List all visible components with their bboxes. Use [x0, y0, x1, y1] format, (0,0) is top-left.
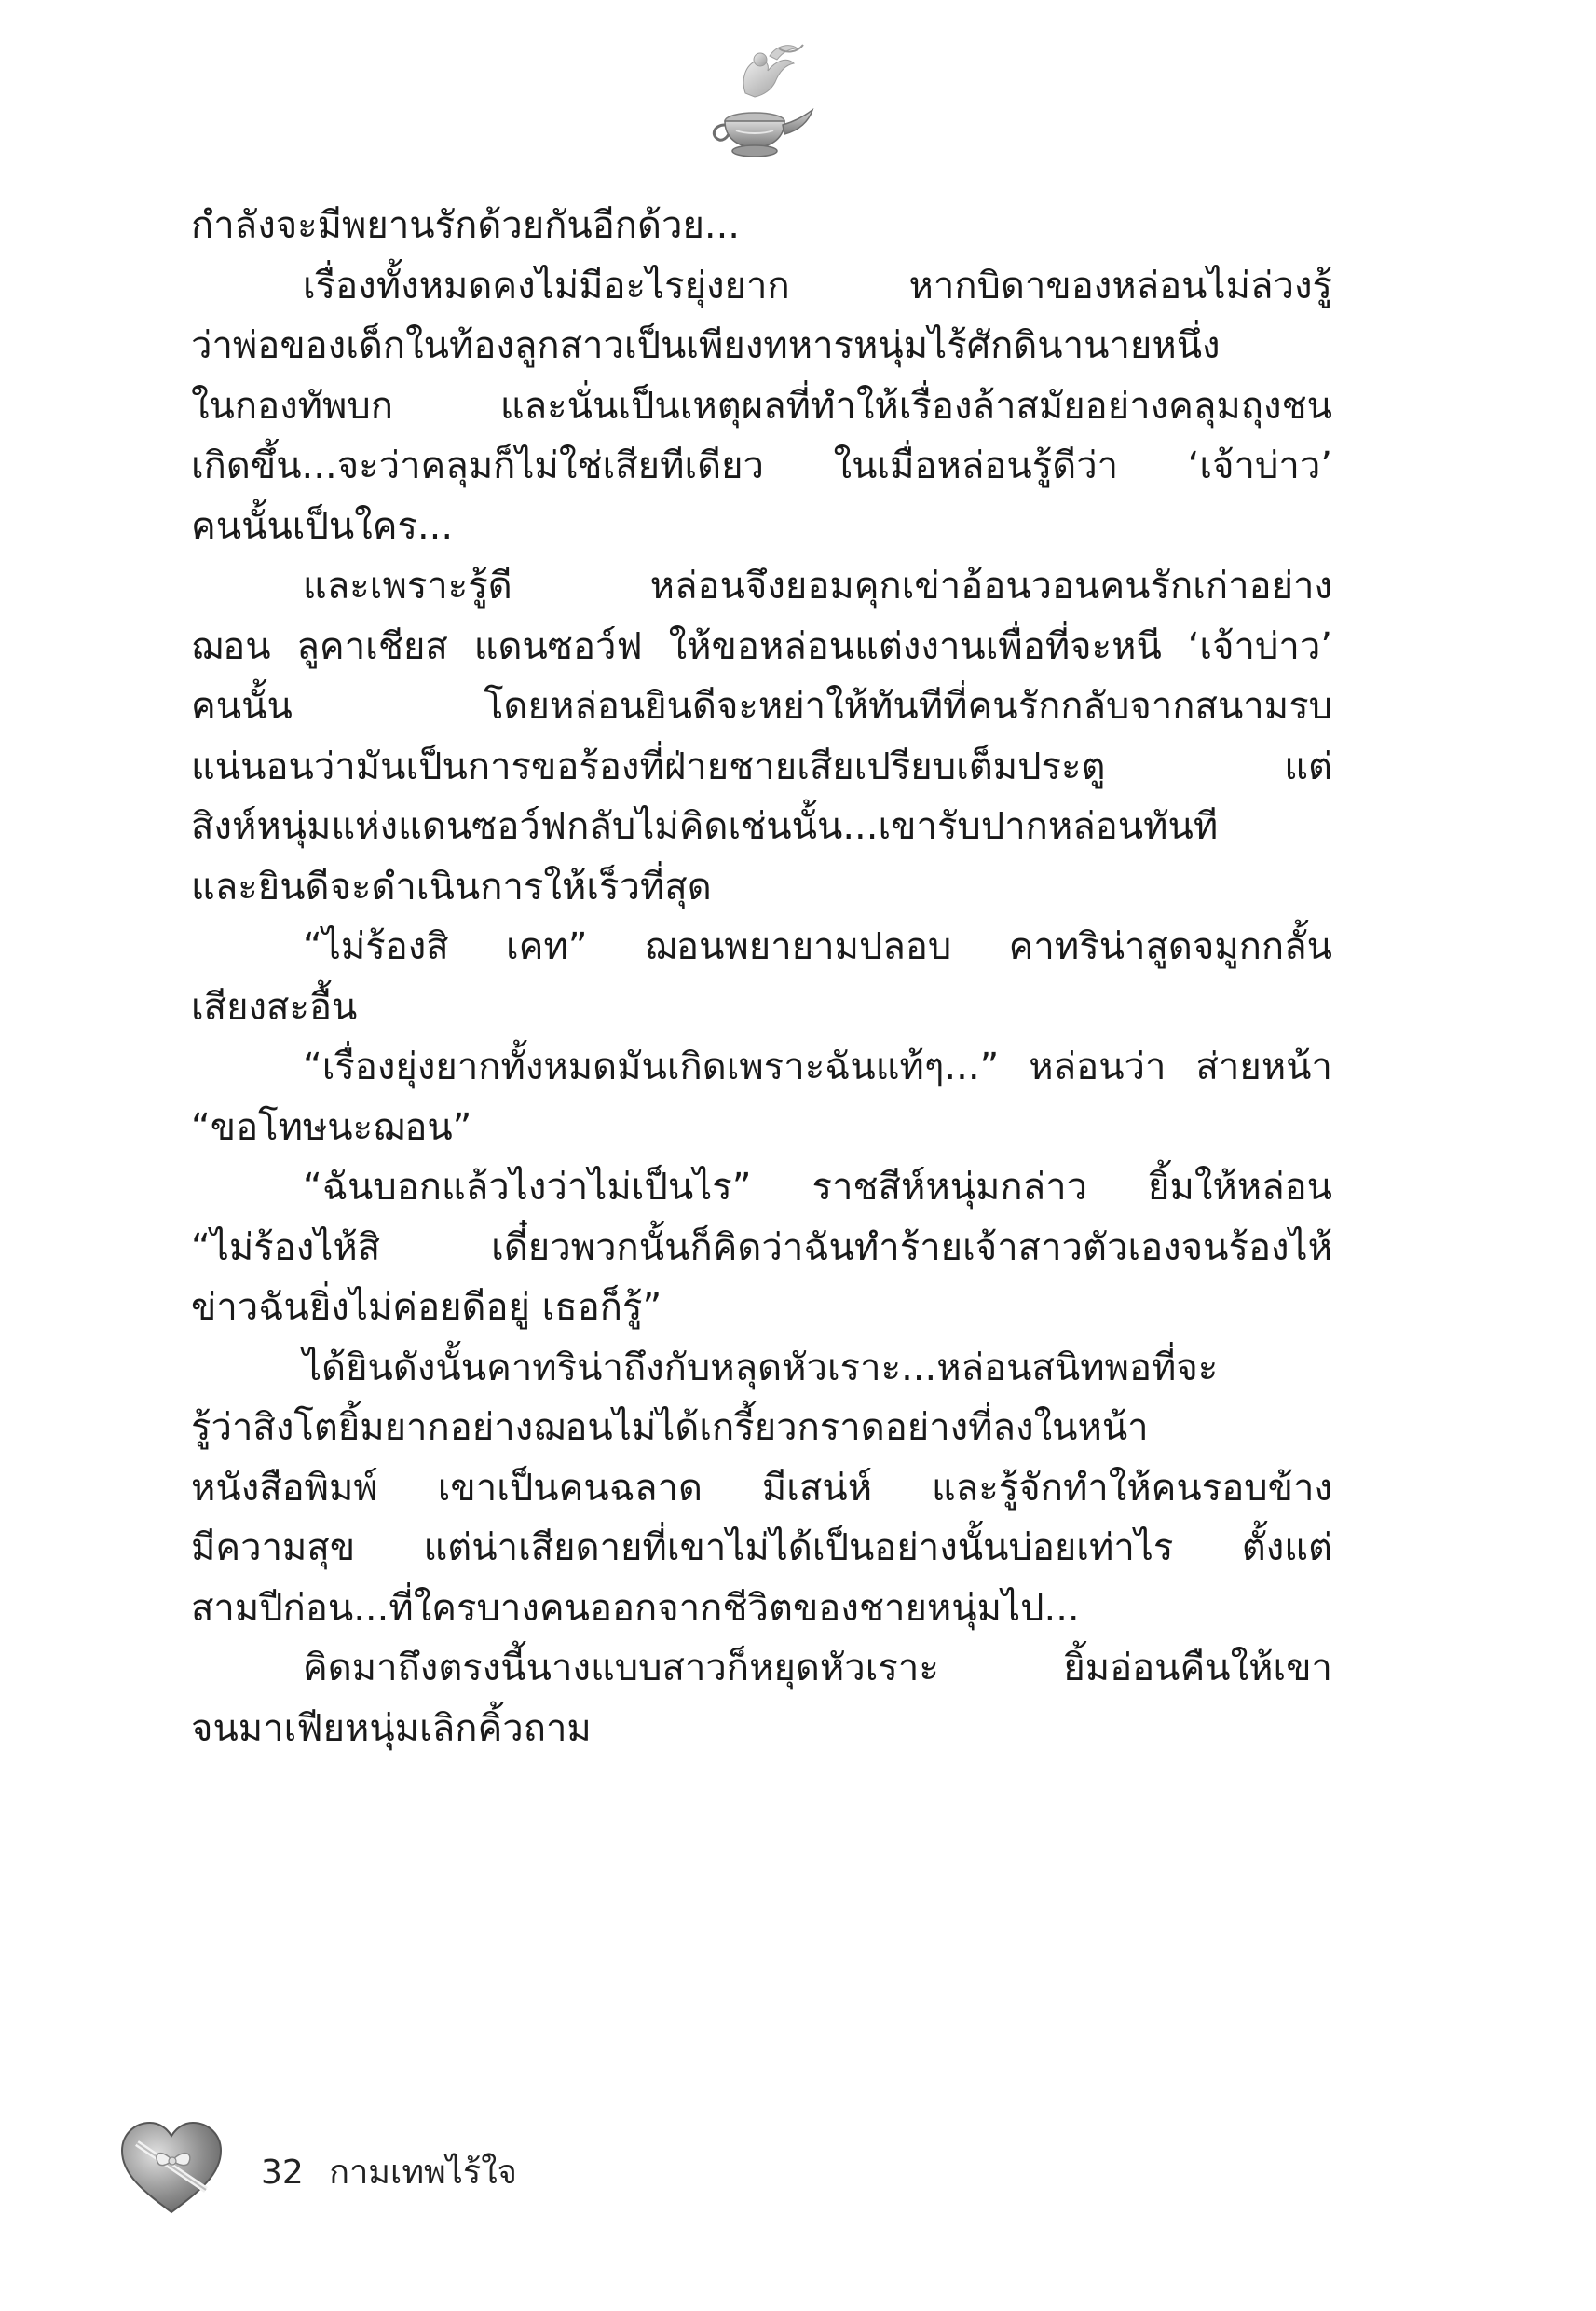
text-line: “ฉันบอกแล้วไงว่าไม่เป็นไร” ราชสีห์หนุ่มกล่าว ยิ้มให้หล่อน [303, 1166, 1332, 1209]
footer-text [261, 2153, 532, 2194]
text-line: เสียงสะอื้น [191, 985, 358, 1029]
text-line: ได้ยินดังนั้นคาทริน่าถึงกับหลุดหัวเราะ...หล่อนสนิทพอที่จะ [303, 1346, 1219, 1389]
text-line: เรื่องทั้งหมดคงไม่มีอะไรยุ่งยาก หากบิดาของหล่อนไม่ล่วงรู้ [303, 264, 1332, 308]
text-line: “ไม่ร้องสิ เคท” ฌอนพยายามปลอบ คาทริน่าสูดจมูกกลั้น [303, 925, 1332, 968]
text-line: “ขอโทษนะฌอน” [191, 1105, 472, 1149]
text-line: รู้ว่าสิงโตยิ้มยากอย่างฌอนไม่ได้เกรี้ยวกราดอย่างที่ลงในหน้า [191, 1406, 1149, 1449]
text-line: สามปีก่อน...ที่ใครบางคนออกจากชีวิตของชายหนุ่มไป... [191, 1586, 1080, 1630]
text-line: สิงห์หนุ่มแห่งแดนซอว์ฟกลับไม่คิดเช่นนั้น...เขารับปากหล่อนทันที [191, 805, 1219, 848]
text-line: กำลังจะมีพยานรักด้วยกันอีกด้วย... [191, 204, 741, 247]
text-line: ว่าพ่อของเด็กในท้องลูกสาวเป็นเพียงทหารหนุ่มไร้ศักดินานายหนึ่ง [191, 324, 1221, 367]
text-line: ในกองทัพบก และนั่นเป็นเหตุผลที่ทำให้เรื่องล้าสมัยอย่างคลุมถุงชน [191, 384, 1332, 428]
text-line: แน่นอนว่ามันเป็นการขอร้องที่ฝ่ายชายเสียเปรียบเต็มประตู แต่ [191, 745, 1332, 788]
text-line: และเพราะรู้ดี หล่อนจึงยอมคุกเข่าอ้อนวอนคนรักเก่าอย่าง [303, 565, 1332, 608]
genie-lamp-cupid-icon [689, 28, 829, 168]
text-line: “เรื่องยุ่งยากทั้งหมดมันเกิดเพราะฉันแท้ๆ...” หล่อนว่า ส่ายหน้า [303, 1046, 1332, 1088]
heart-gift-icon [116, 2115, 226, 2220]
text-line: จนมาเฟียหนุ่มเลิกคิ้วถาม [191, 1706, 592, 1750]
text-line: เกิดขึ้น...จะว่าคลุมก็ไม่ใช่เสียทีเดียว ในเมื่อหล่อนรู้ดีว่า ‘เจ้าบ่าว’ [191, 444, 1332, 487]
page-text [191, 196, 1332, 1758]
page-footer [116, 2115, 675, 2227]
book-title: กามเทพไร้ใจ [329, 2154, 517, 2192]
text-line: คนนั้นเป็นใคร... [191, 504, 454, 548]
text-line: ฌอน ลูคาเชียส แดนซอว์ฟ ให้ขอหล่อนแต่งงานเพื่อที่จะหนี ‘เจ้าบ่าว’ [191, 624, 1332, 668]
text-line: ข่าวฉันยิ่งไม่ค่อยดีอยู่ เธอก็รู้” [191, 1286, 662, 1329]
text-line: คนนั้น โดยหล่อนยินดีจะหย่าให้ทันทีที่คนรักกลับจากสนามรบ [191, 685, 1332, 728]
page-number: 32 [261, 2154, 304, 2192]
text-line: “ไม่ร้องไห้สิ เดี๋ยวพวกนั้นก็คิดว่าฉันทำร้ายเจ้าสาวตัวเองจนร้องไห้ [191, 1225, 1332, 1269]
text-line: และยินดีจะดำเนินการให้เร็วที่สุด [191, 865, 712, 909]
text-line: มีความสุข แต่น่าเสียดายที่เขาไม่ได้เป็นอย่างนั้นบ่อยเท่าไร ตั้งแต่ [191, 1526, 1332, 1569]
text-line: หนังสือพิมพ์ เขาเป็นคนฉลาด มีเสน่ห์ และรู้จักทำให้คนรอบข้าง [191, 1466, 1332, 1510]
text-line: คิดมาถึงตรงนี้นางแบบสาวก็หยุดหัวเราะ ยิ้มอ่อนคืนให้เขา [303, 1647, 1332, 1689]
